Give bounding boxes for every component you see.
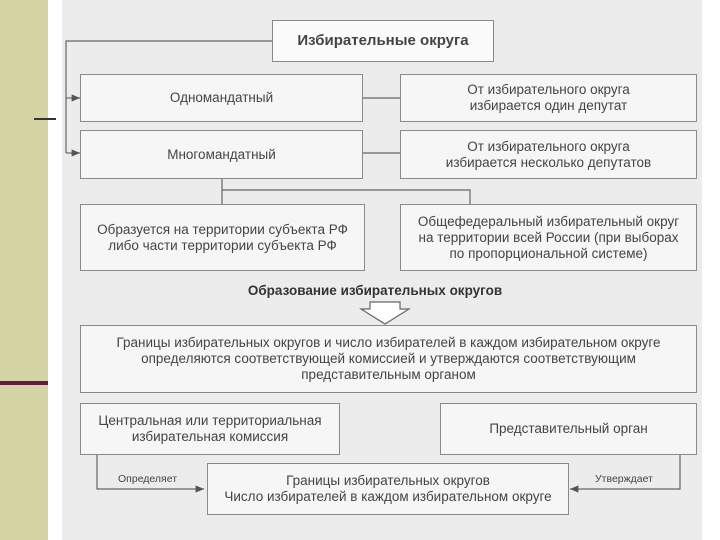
- label-determines: Определяет: [118, 473, 178, 485]
- commission-box: Центральная или территориальная избирательная комиссия: [80, 403, 340, 455]
- multi-mandate-box: Многомандатный: [80, 130, 363, 179]
- single-mandate-box: Одномандатный: [80, 74, 363, 122]
- multi-mandate-desc-box: От избирательного округа избирается несколько депутатов: [400, 130, 697, 179]
- boundaries-rule-box: Границы избирательных округов и число избирателей в каждом избирательном округе определяются соответствующей комиссией и утверждаются соответствующим представительным органом: [80, 325, 697, 393]
- split-line: [222, 179, 470, 204]
- single-mandate-desc-box: От избирательного округа избирается один депутат: [400, 74, 697, 122]
- federal-district-box: Общефедеральный избирательный округ на территории всей России (при выборах по пропорциональной системе): [400, 204, 697, 271]
- subject-territory-box: Образуется на территории субъекта РФ либо части территории субъекта РФ: [80, 204, 365, 271]
- label-approves: Утверждает: [595, 473, 653, 485]
- formation-down-arrow: [361, 302, 409, 324]
- representative-body-box: Представительный орган: [440, 403, 697, 455]
- title-box: Избирательные округа: [272, 20, 494, 62]
- formation-heading: Образование избирательных округов: [247, 283, 503, 298]
- result-box: Границы избирательных округов Число избирателей в каждом избирательном округе: [207, 463, 569, 515]
